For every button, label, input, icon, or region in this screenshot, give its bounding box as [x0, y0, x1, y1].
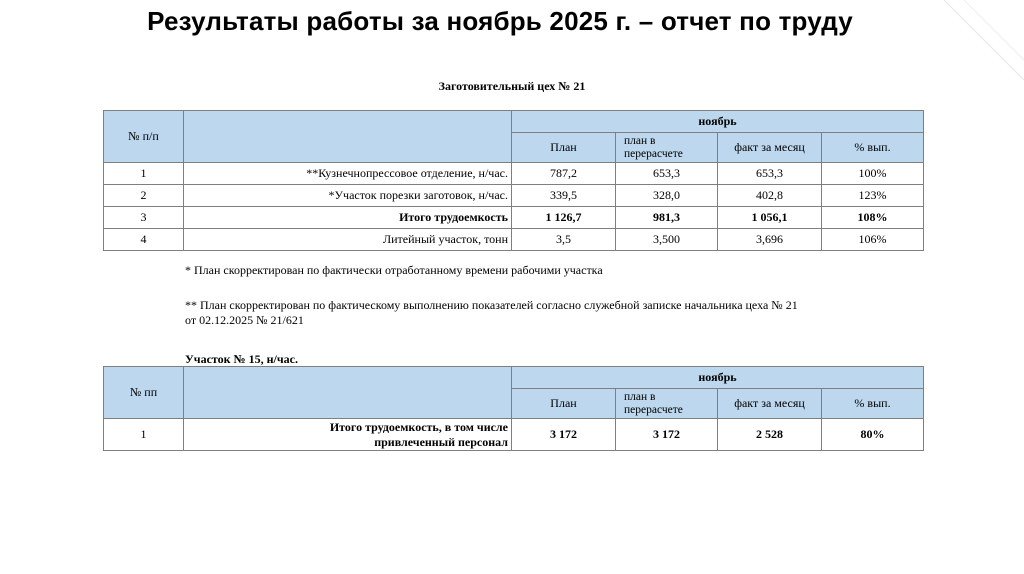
- row-num: 1: [104, 419, 184, 451]
- labor-table-site-15: [103, 366, 924, 451]
- col-header-fact: факт за месяц: [718, 389, 822, 419]
- col-header-pct: % вып.: [822, 133, 924, 163]
- row-name: Итого трудоемкость, в том числе привлеченный персонал: [184, 419, 512, 451]
- col-header-plan-recalc: план в перерасчете: [616, 389, 718, 419]
- row-pct: 80%: [822, 419, 924, 451]
- row-plan: 787,2: [512, 163, 616, 185]
- row-recalc: 328,0: [616, 185, 718, 207]
- table-row: [104, 163, 924, 185]
- row-name: **Кузнечнопрессовое отделение, н/час.: [184, 163, 512, 185]
- table-row: [104, 185, 924, 207]
- row-recalc: 653,3: [616, 163, 718, 185]
- table-row: [104, 419, 924, 451]
- row-plan: 1 126,7: [512, 207, 616, 229]
- section1-heading: Заготовительный цех № 21: [438, 79, 586, 93]
- row-num: 2: [104, 185, 184, 207]
- row-plan: 3,5: [512, 229, 616, 251]
- col-header-plan: План: [512, 389, 616, 419]
- row-recalc: 3 172: [616, 419, 718, 451]
- col-header-plan: План: [512, 133, 616, 163]
- labor-table-workshop-21: [103, 110, 924, 251]
- col-header-month: ноябрь: [512, 367, 924, 389]
- row-num: 3: [104, 207, 184, 229]
- table-row: [104, 229, 924, 251]
- col-header-num: № пп: [104, 367, 184, 419]
- row-fact: 402,8: [718, 185, 822, 207]
- row-num: 1: [104, 163, 184, 185]
- col-header-plan-recalc: план в перерасчете: [616, 133, 718, 163]
- table-row: [104, 207, 924, 229]
- footnote-1: * План скорректирован по фактически отработанному времени рабочими участка: [185, 263, 603, 277]
- col-header-month: ноябрь: [512, 111, 924, 133]
- col-header-fact: факт за месяц: [718, 133, 822, 163]
- col-header-name: [184, 111, 512, 163]
- col-header-num: № п/п: [104, 111, 184, 163]
- col-header-name: [184, 367, 512, 419]
- row-plan: 3 172: [512, 419, 616, 451]
- row-name: Итого трудоемкость: [184, 207, 512, 229]
- section2-heading: Участок № 15, н/час.: [185, 352, 298, 366]
- corner-decoration: [904, 0, 1024, 120]
- row-pct: 123%: [822, 185, 924, 207]
- row-recalc: 981,3: [616, 207, 718, 229]
- row-fact: 1 056,1: [718, 207, 822, 229]
- row-plan: 339,5: [512, 185, 616, 207]
- row-num: 4: [104, 229, 184, 251]
- footnote-2-line-1: ** План скорректирован по фактическому выполнению показателей согласно служебной записке начальника цеха № 21: [185, 298, 798, 312]
- row-fact: 653,3: [718, 163, 822, 185]
- footnote-2: [185, 298, 798, 328]
- row-name: Литейный участок, тонн: [184, 229, 512, 251]
- row-pct: 106%: [822, 229, 924, 251]
- row-recalc: 3,500: [616, 229, 718, 251]
- col-header-pct: % вып.: [822, 389, 924, 419]
- row-fact: 2 528: [718, 419, 822, 451]
- row-pct: 100%: [822, 163, 924, 185]
- footnote-2-line-2: от 02.12.2025 № 21/621: [185, 313, 304, 327]
- row-fact: 3,696: [718, 229, 822, 251]
- row-pct: 108%: [822, 207, 924, 229]
- page-title: Результаты работы за ноябрь 2025 г. – отчет по труду: [147, 6, 853, 36]
- row-name: *Участок порезки заготовок, н/час.: [184, 185, 512, 207]
